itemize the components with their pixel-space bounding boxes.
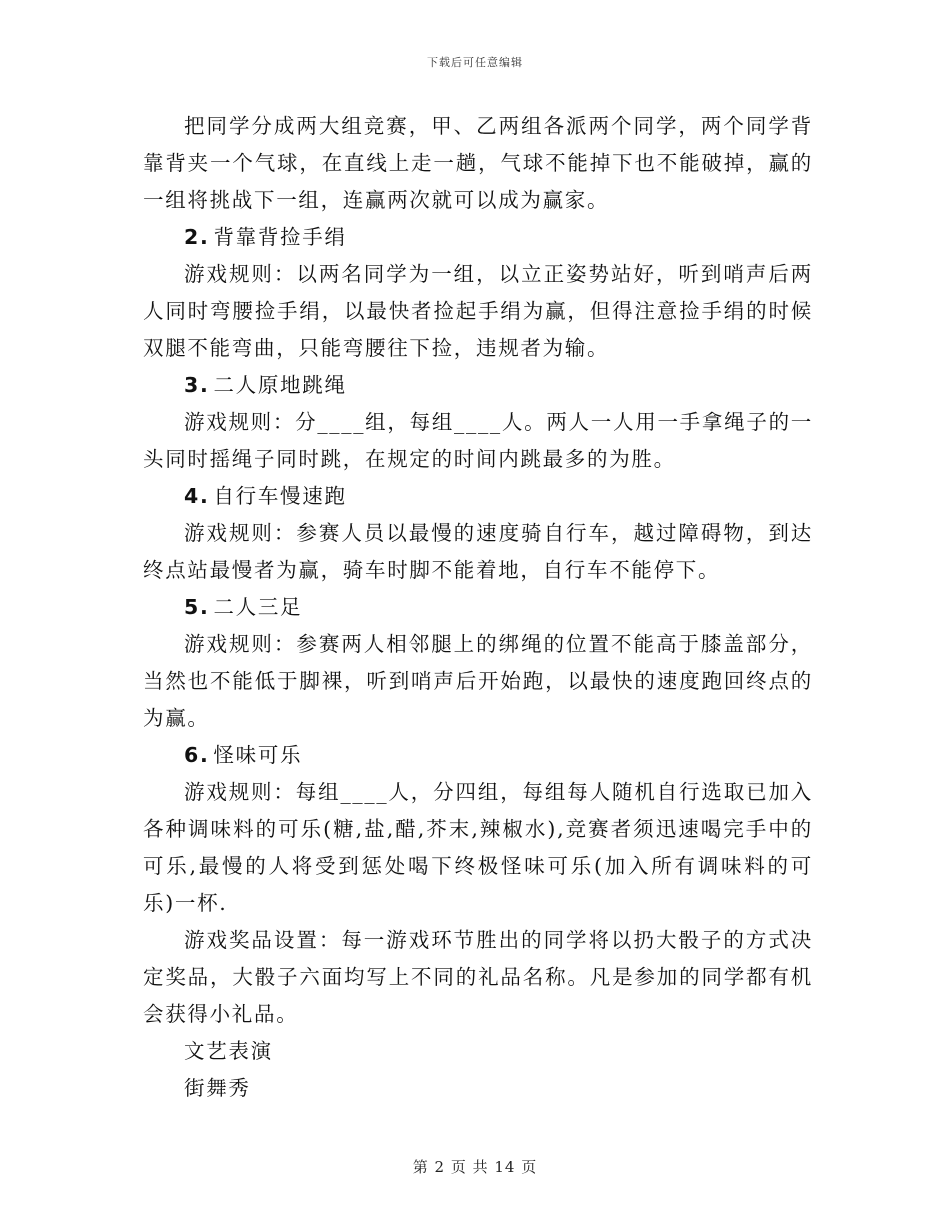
section-rule-3: 游戏规则：分____组，每组____人。两人一人用一手拿绳子的一头同时摇绳子同时跳，在规定的时间内跳最多的为胜。 xyxy=(143,410,813,471)
section-title: 二人原地跳绳 xyxy=(213,373,347,397)
section-number: 5. xyxy=(184,595,210,619)
section-number: 6. xyxy=(184,743,210,767)
paragraph-intro: 把同学分成两大组竞赛，甲、乙两组各派两个同学，两个同学背靠背夹一个气球，在直线上走一趟，气球不能掉下也不能破掉，赢的一组将挑战下一组，连赢两次就可以成为赢家。 xyxy=(143,114,813,212)
section-heading-3 xyxy=(143,367,813,404)
section-rule-2: 游戏规则：以两名同学为一组，以立正姿势站好，听到哨声后两人同时弯腰捡手绢，以最快者捡起手绢为赢，但得注意捡手绢的时候双腿不能弯曲，只能弯腰往下捡，违规者为输。 xyxy=(143,262,813,360)
section-heading-5 xyxy=(143,589,813,626)
header-note: 下载后可任意编辑 xyxy=(427,56,523,69)
item-performance: 文艺表演 xyxy=(184,1039,273,1063)
section-rule-6: 游戏规则：每组____人，分四组，每组每人随机自行选取已加入各种调味料的可乐(糖,盐,醋,芥末,辣椒水),竞赛者须迅速喝完手中的可乐,最慢的人将受到惩处喝下终极怪味可乐(加入所有调味料的可乐)一杯. xyxy=(143,780,813,915)
section-title: 自行车慢速跑 xyxy=(213,484,347,508)
section-heading-6 xyxy=(143,737,813,774)
section-title: 背靠背捡手绢 xyxy=(213,225,347,249)
section-number: 4. xyxy=(184,484,210,508)
section-rule-4: 游戏规则：参赛人员以最慢的速度骑自行车，越过障碍物，到达终点站最慢者为赢，骑车时脚不能着地，自行车不能停下。 xyxy=(143,521,813,582)
section-title: 二人三足 xyxy=(213,595,303,619)
item-street-dance: 街舞秀 xyxy=(184,1076,251,1100)
section-number: 3. xyxy=(184,373,210,397)
section-rule-5: 游戏规则：参赛两人相邻腿上的绑绳的位置不能高于膝盖部分，当然也不能低于脚裸，听到哨声后开始跑，以最快的速度跑回终点的为赢。 xyxy=(143,632,813,730)
section-heading-2 xyxy=(143,219,813,256)
document-body xyxy=(143,108,813,1107)
section-title: 怪味可乐 xyxy=(213,743,303,767)
section-number: 2. xyxy=(184,225,210,249)
section-heading-4 xyxy=(143,478,813,515)
paragraph-prize: 游戏奖品设置：每一游戏环节胜出的同学将以扔大骰子的方式决定奖品，大骰子六面均写上不同的礼品名称。凡是参加的同学都有机会获得小礼品。 xyxy=(143,928,813,1026)
page-number: 第 2 页 共 14 页 xyxy=(412,1158,538,1176)
